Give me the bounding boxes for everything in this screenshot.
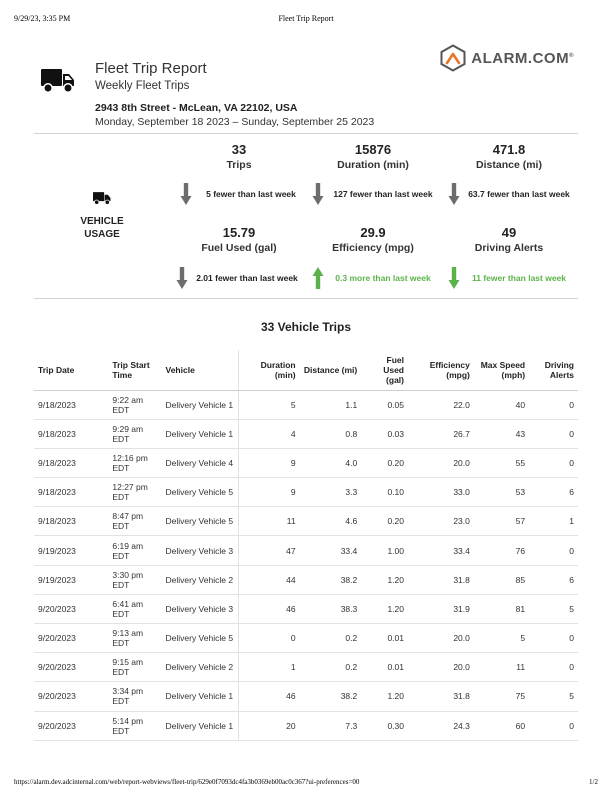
table-row xyxy=(34,536,578,565)
metric-change xyxy=(448,266,578,290)
table-cell: 38.2 xyxy=(300,565,362,594)
metric-change-text: 127 fewer than last week xyxy=(333,188,433,199)
table-cell: 31.9 xyxy=(408,594,474,623)
table-cell: 4.0 xyxy=(300,448,362,477)
metric-change-text: 63.7 fewer than last week xyxy=(468,188,570,199)
site-address: 2943 8th Street - McLean, VA 22102, USA xyxy=(95,102,298,114)
table-cell: 22.0 xyxy=(408,390,474,419)
table-cell: 20.0 xyxy=(408,653,474,682)
column-header: Driving Alerts xyxy=(529,350,578,390)
table-row xyxy=(34,624,578,653)
table-cell: 6 xyxy=(529,565,578,594)
print-page-number: 1/2 xyxy=(589,778,598,786)
print-url: https://alarm.dev.adcinternal.com/web/report-webviews/fleet-trip/629e0f7093dc4fa3b0369eb00ac0c367?ui-preferences=00 xyxy=(14,778,360,786)
table-cell: 1.20 xyxy=(361,682,408,711)
column-header: Efficiency (mpg) xyxy=(408,350,474,390)
table-cell: 0 xyxy=(529,448,578,477)
arrow-up-icon xyxy=(312,266,324,290)
usage-metric xyxy=(180,142,298,171)
table-cell: 47 xyxy=(238,536,300,565)
table-cell: 57 xyxy=(474,507,529,536)
column-header: Vehicle xyxy=(162,350,239,390)
table-cell: 5 xyxy=(529,594,578,623)
table-cell: 20.0 xyxy=(408,448,474,477)
date-range: Monday, September 18 2023 – Sunday, September 25 2023 xyxy=(95,116,375,128)
table-cell: 9/20/2023 xyxy=(34,594,108,623)
table-cell: 11 xyxy=(474,653,529,682)
table-cell: 9/20/2023 xyxy=(34,653,108,682)
table-cell: 1.00 xyxy=(361,536,408,565)
table-cell: 8:47 pm EDT xyxy=(108,507,161,536)
table-cell: 0.01 xyxy=(361,624,408,653)
table-row xyxy=(34,594,578,623)
table-cell: 75 xyxy=(474,682,529,711)
table-cell: 9/20/2023 xyxy=(34,624,108,653)
usage-metric xyxy=(314,142,432,171)
table-cell: 0 xyxy=(529,419,578,448)
metric-change-text: 11 fewer than last week xyxy=(471,272,567,283)
table-cell: 33.0 xyxy=(408,478,474,507)
table-cell: 55 xyxy=(474,448,529,477)
print-page-title: Fleet Trip Report xyxy=(278,14,334,23)
table-cell: 38.3 xyxy=(300,594,362,623)
table-cell: 12:27 pm EDT xyxy=(108,478,161,507)
table-cell: 38.2 xyxy=(300,682,362,711)
table-cell: 9 xyxy=(238,448,300,477)
table-row xyxy=(34,682,578,711)
usage-metric xyxy=(450,225,568,254)
trips-title: 33 Vehicle Trips xyxy=(260,320,352,334)
table-cell: 9/18/2023 xyxy=(34,448,108,477)
table-cell: 0.20 xyxy=(361,448,408,477)
table-cell: 60 xyxy=(474,711,529,740)
table-cell: 0.20 xyxy=(361,507,408,536)
table-cell: 85 xyxy=(474,565,529,594)
table-cell: 1.1 xyxy=(300,390,362,419)
table-cell: 26.7 xyxy=(408,419,474,448)
table-row xyxy=(34,507,578,536)
table-cell: 9 xyxy=(238,478,300,507)
table-cell: 7.3 xyxy=(300,711,362,740)
table-cell: 9:13 am EDT xyxy=(108,624,161,653)
table-row xyxy=(34,390,578,419)
table-cell: 1.20 xyxy=(361,565,408,594)
table-row xyxy=(34,711,578,740)
column-header: Distance (mi) xyxy=(300,350,362,390)
table-cell: 9/20/2023 xyxy=(34,682,108,711)
metric-label: Duration (min) xyxy=(337,159,409,171)
metric-change xyxy=(448,182,578,206)
column-header: Trip Date xyxy=(34,350,108,390)
metric-label: Trips xyxy=(226,159,252,171)
divider xyxy=(34,298,578,299)
alarm-com-hex-icon xyxy=(439,44,467,72)
vehicle-icon xyxy=(93,192,111,205)
trips-table xyxy=(34,350,578,741)
table-row xyxy=(34,419,578,448)
table-cell: 0 xyxy=(529,653,578,682)
table-cell: 0 xyxy=(529,536,578,565)
usage-metric xyxy=(314,225,432,254)
table-cell: 0 xyxy=(529,624,578,653)
print-timestamp: 9/29/23, 3:35 PM xyxy=(14,14,71,23)
metric-label: Fuel Used (gal) xyxy=(201,242,277,254)
table-cell: 9:29 am EDT xyxy=(108,419,161,448)
table-cell: 0 xyxy=(238,624,300,653)
table-cell: 1 xyxy=(529,507,578,536)
metric-value: 29.9 xyxy=(360,225,386,240)
table-row xyxy=(34,448,578,477)
table-cell: 3:34 pm EDT xyxy=(108,682,161,711)
table-cell: 6 xyxy=(529,478,578,507)
column-header: Duration (min) xyxy=(238,350,300,390)
table-cell: 9/18/2023 xyxy=(34,419,108,448)
metric-value: 33 xyxy=(231,142,247,157)
table-cell: 5 xyxy=(529,682,578,711)
report-title: Fleet Trip Report xyxy=(95,60,207,77)
metric-change-text: 5 fewer than last week xyxy=(206,188,296,199)
report-subtitle: Weekly Fleet Trips xyxy=(95,80,190,92)
table-cell: 3.3 xyxy=(300,478,362,507)
metric-change xyxy=(176,266,306,290)
table-cell: 43 xyxy=(474,419,529,448)
metric-value: 49 xyxy=(501,225,517,240)
table-cell: Delivery Vehicle 2 xyxy=(162,653,239,682)
table-cell: Delivery Vehicle 1 xyxy=(162,390,239,419)
table-cell: 4.6 xyxy=(300,507,362,536)
table-cell: 20 xyxy=(238,711,300,740)
metric-value: 15.79 xyxy=(222,225,256,240)
alarm-com-logo xyxy=(439,44,574,72)
table-cell: 0 xyxy=(529,711,578,740)
table-cell: 0.05 xyxy=(361,390,408,419)
arrow-down-icon xyxy=(180,182,192,206)
table-cell: 9/18/2023 xyxy=(34,507,108,536)
table-row xyxy=(34,565,578,594)
report-header xyxy=(95,60,374,128)
table-cell: Delivery Vehicle 5 xyxy=(162,478,239,507)
table-cell: Delivery Vehicle 2 xyxy=(162,565,239,594)
table-cell: 0.01 xyxy=(361,653,408,682)
metric-label: Distance (mi) xyxy=(476,159,542,171)
table-cell: 20.0 xyxy=(408,624,474,653)
table-cell: 46 xyxy=(238,594,300,623)
table-cell: Delivery Vehicle 5 xyxy=(162,624,239,653)
metric-value: 15876 xyxy=(354,142,392,157)
table-cell: 9/19/2023 xyxy=(34,565,108,594)
table-cell: 0.2 xyxy=(300,624,362,653)
metric-change xyxy=(312,182,442,206)
table-cell: 0.8 xyxy=(300,419,362,448)
arrow-down-icon xyxy=(312,182,324,206)
truck-icon xyxy=(41,69,75,93)
table-cell: 53 xyxy=(474,478,529,507)
table-cell: 23.0 xyxy=(408,507,474,536)
table-row xyxy=(34,653,578,682)
table-cell: 33.4 xyxy=(300,536,362,565)
column-header: Fuel Used (gal) xyxy=(361,350,408,390)
table-cell: Delivery Vehicle 5 xyxy=(162,507,239,536)
table-cell: Delivery Vehicle 1 xyxy=(162,711,239,740)
column-header: Trip Start Time xyxy=(108,350,161,390)
column-header: Max Speed (mph) xyxy=(474,350,529,390)
table-cell: 0.2 xyxy=(300,653,362,682)
table-cell: 0.03 xyxy=(361,419,408,448)
table-cell: Delivery Vehicle 3 xyxy=(162,594,239,623)
arrow-down-icon xyxy=(176,266,188,290)
arrow-down-icon xyxy=(448,266,460,290)
table-cell: 9/20/2023 xyxy=(34,711,108,740)
arrow-down-icon xyxy=(448,182,460,206)
table-cell: 31.8 xyxy=(408,565,474,594)
table-cell: 0 xyxy=(529,390,578,419)
table-cell: 24.3 xyxy=(408,711,474,740)
brand-name: ALARM.COM® xyxy=(471,49,574,67)
table-cell: 46 xyxy=(238,682,300,711)
table-cell: 0.30 xyxy=(361,711,408,740)
metric-label: Efficiency (mpg) xyxy=(332,242,414,254)
table-cell: Delivery Vehicle 4 xyxy=(162,448,239,477)
table-cell: 9/18/2023 xyxy=(34,478,108,507)
table-cell: 9:22 am EDT xyxy=(108,390,161,419)
usage-metric xyxy=(450,142,568,171)
metric-change xyxy=(312,266,442,290)
metric-label: Driving Alerts xyxy=(474,242,544,254)
table-cell: 4 xyxy=(238,419,300,448)
metric-value: 471.8 xyxy=(492,142,526,157)
metric-change-text: 2.01 fewer than last week xyxy=(196,272,298,283)
table-cell: 33.4 xyxy=(408,536,474,565)
table-cell: 11 xyxy=(238,507,300,536)
table-cell: Delivery Vehicle 1 xyxy=(162,419,239,448)
table-cell: 5:14 pm EDT xyxy=(108,711,161,740)
metric-change-text: 0.3 more than last week xyxy=(335,272,431,283)
table-header-row xyxy=(34,350,578,390)
table-cell: 9/18/2023 xyxy=(34,390,108,419)
table-cell: 76 xyxy=(474,536,529,565)
table-cell: 44 xyxy=(238,565,300,594)
table-row xyxy=(34,478,578,507)
table-cell: 6:19 am EDT xyxy=(108,536,161,565)
table-cell: 1.20 xyxy=(361,594,408,623)
metric-change xyxy=(180,182,310,206)
table-cell: 5 xyxy=(474,624,529,653)
table-cell: 12:16 pm EDT xyxy=(108,448,161,477)
table-cell: Delivery Vehicle 3 xyxy=(162,536,239,565)
table-cell: 31.8 xyxy=(408,682,474,711)
divider xyxy=(34,133,578,134)
table-cell: 40 xyxy=(474,390,529,419)
table-cell: 1 xyxy=(238,653,300,682)
usage-metric xyxy=(180,225,298,254)
table-cell: 81 xyxy=(474,594,529,623)
table-cell: 9:15 am EDT xyxy=(108,653,161,682)
table-cell: Delivery Vehicle 1 xyxy=(162,682,239,711)
vehicle-usage-label: VEHICLE USAGE xyxy=(62,192,142,241)
table-cell: 6:41 am EDT xyxy=(108,594,161,623)
table-cell: 9/19/2023 xyxy=(34,536,108,565)
table-cell: 5 xyxy=(238,390,300,419)
table-cell: 3:30 pm EDT xyxy=(108,565,161,594)
table-cell: 0.10 xyxy=(361,478,408,507)
